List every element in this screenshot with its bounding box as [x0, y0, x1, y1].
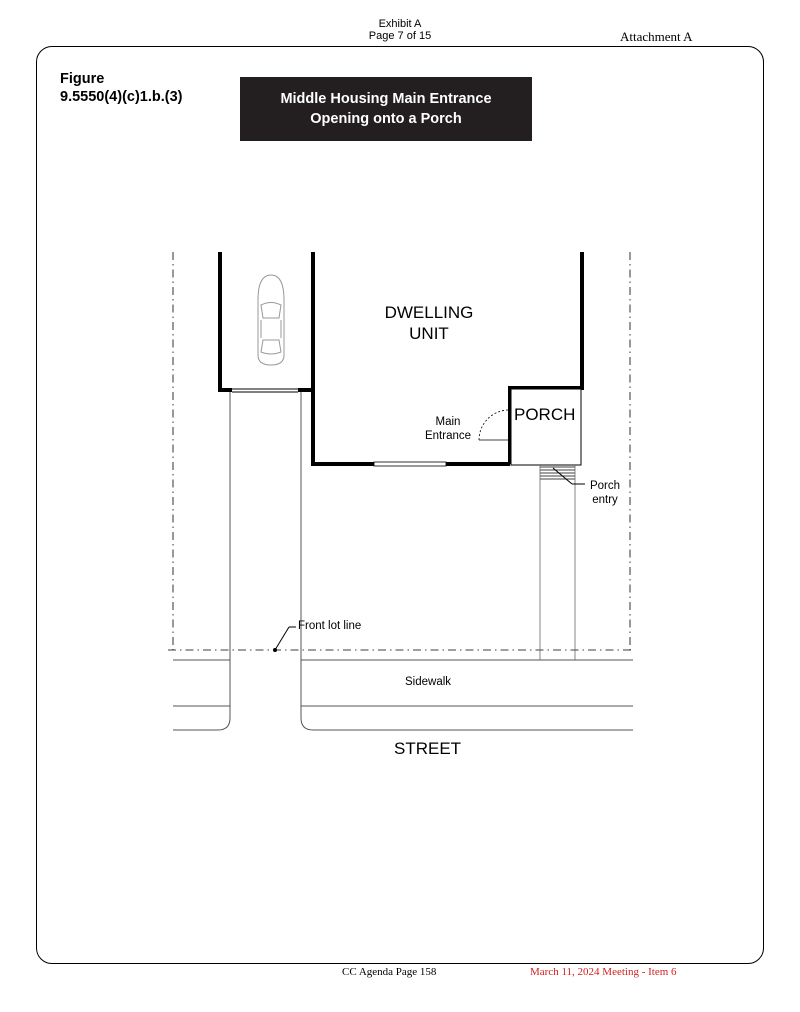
figure-title-line2: Opening onto a Porch: [310, 111, 462, 127]
figure-title-line1: Middle Housing Main Entrance: [280, 91, 492, 107]
exhibit-label: Exhibit A: [378, 18, 422, 30]
figure-number: 9.5550(4)(c)1.b.(3): [60, 89, 183, 105]
main-entrance-label: [420, 415, 476, 443]
porch-entry-label: [585, 479, 625, 507]
driveway-left-edge: [173, 392, 230, 730]
door-swing-icon: [479, 410, 509, 440]
agenda-page: CC Agenda Page 158: [342, 966, 437, 978]
window: [374, 462, 446, 466]
dwelling-label-line1: DWELLING: [384, 303, 474, 322]
front-lot-line-label: Front lot line: [298, 620, 362, 632]
car-icon: [258, 275, 284, 365]
front-lot-line-leader: [275, 627, 289, 650]
porch-label: PORCH: [514, 405, 576, 424]
sidewalk-label: Sidewalk: [405, 676, 452, 688]
main-entrance-line1: Main: [435, 416, 461, 428]
porch-entry-line2: entry: [592, 494, 618, 506]
dwelling-unit-label: [384, 302, 474, 344]
attachment-label: Attachment A: [620, 29, 693, 44]
porch-entry-line1: Porch: [589, 480, 621, 492]
meeting-info: March 11, 2024 Meeting - Item 6: [530, 966, 677, 978]
dwelling-wall-front-left: [313, 390, 374, 464]
porch: [511, 389, 581, 465]
figure-label-word: Figure: [60, 71, 105, 87]
page-number: Page 7 of 15: [368, 30, 432, 42]
main-entrance-line2: Entrance: [424, 430, 472, 442]
porch-steps: [540, 467, 575, 479]
street-label: STREET: [394, 739, 462, 758]
dwelling-label-line2: UNIT: [409, 324, 449, 343]
